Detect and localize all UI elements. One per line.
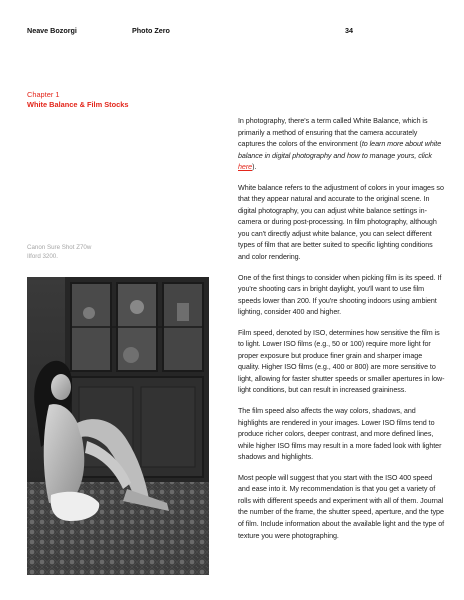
page-header <box>0 26 464 38</box>
paragraph-4: Film speed, denoted by ISO, determines how sensitive the film is to light. Lower ISO films (e.g., 50 or 100) require more light for proper exposure but produce finer grain and sharper image quality. Higher ISO films (e.g., 400 or 800) are more sensitive to light, allowing for faster shutter speeds or smaller apertures in low-light conditions, but can result in increased graininess. <box>238 328 445 395</box>
header-author: Neave Bozorgi <box>27 26 77 35</box>
paragraph-1-italic: to learn more about white balance in digital photography and how to manage yours, click <box>238 140 442 160</box>
photo-illustration <box>27 277 209 575</box>
paragraph-3: One of the first things to consider when picking film is its speed. If you're shooting cars in bright daylight, you'll want to use film speeds lower than 200. If you're shooting indoors using ambient lighting, consider 400 and higher. <box>238 273 442 317</box>
here-link[interactable]: here <box>238 163 253 172</box>
paragraph-1-text: In photography, there's a term called White Balance, which is primarily a method of ensuring that the camera accurately captures the colors of the environment ( <box>238 117 428 149</box>
chapter-heading <box>27 90 227 110</box>
chapter-number: Chapter 1 <box>27 90 60 99</box>
paragraph-5: The film speed also affects the way colors, shadows, and highlights are rendered in your images. Lower ISO films tend to produce richer colors, deeper contrast, and more defined lines, while higher ISO films may result in a more faded look with lighter shadows and highlights. <box>238 407 442 462</box>
black-and-white-photo <box>27 277 209 575</box>
caption-film: Ilford 3200. <box>27 252 58 260</box>
photo-caption <box>27 244 127 261</box>
paragraph-1 <box>238 116 445 174</box>
paragraph-6: Most people will suggest that you start with the ISO 400 speed and ease into it. My recommendation is that you get a variety of rolls with different speeds and experiment with all of them. Journal the number of the frame, the shutter speed, aperture, and the type of film. Include information about the available light and the type of texture you were photographing. <box>238 473 445 540</box>
paragraph-2: White balance refers to the adjustment of colors in your images so that they appear natural and accurate to the original scene. In digital photography, you can adjust white balance settings in-camera or during post-processing. In film photography, although you can't directly adjust white balance, you can select different types of film that are better suited to specific lighting conditions and color rendering. <box>238 183 444 262</box>
caption-camera: Canon Sure Shot Z70w <box>27 244 92 251</box>
chapter-title: White Balance & Film Stocks <box>27 100 129 109</box>
header-book-title: Photo Zero <box>132 26 170 35</box>
paragraph-1-end: ). <box>252 163 257 172</box>
body-text-column <box>238 116 445 551</box>
page-number: 34 <box>345 26 353 35</box>
